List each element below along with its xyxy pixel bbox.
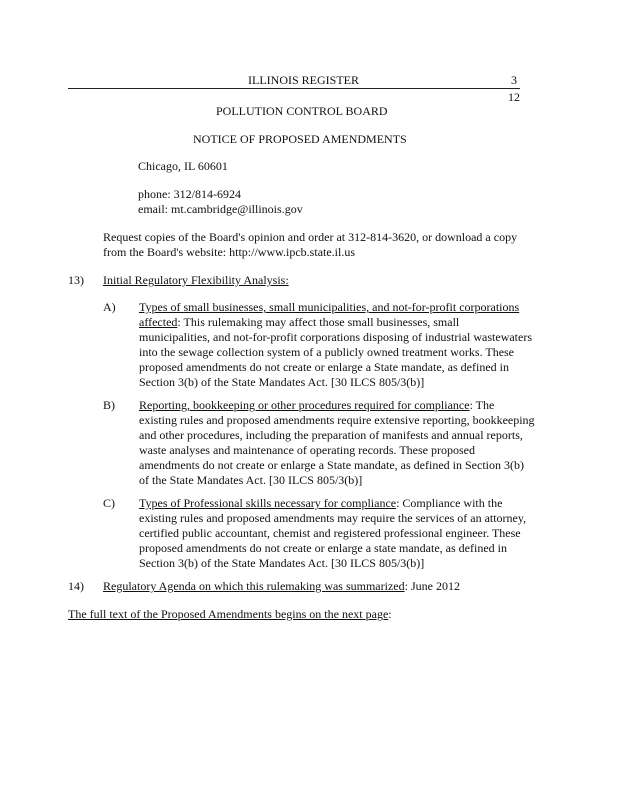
section-line <box>103 578 460 594</box>
notice-type: NOTICE OF PROPOSED AMENDMENTS <box>193 132 407 146</box>
publication-title: ILLINOIS REGISTER <box>248 73 359 87</box>
item-label: C) <box>103 496 115 510</box>
item-label: A) <box>103 300 116 314</box>
footer-note-text: The full text of the Proposed Amendments begins on the next page <box>68 607 389 621</box>
item-text-line: proposed amendments do not create or enlarge a State mandate, as defined in <box>139 360 509 374</box>
item-text-line: amendments do not create or enlarge a State mandate, as defined in Section 3(b) <box>139 458 524 472</box>
item-text-line: Section 3(b) of the State Mandates Act. [30 ILCS 805/3(b)] <box>139 556 425 570</box>
item-heading: affected <box>139 315 178 329</box>
request-copies-line: Request copies of the Board's opinion and order at 312-814-3620, or download a copy <box>103 230 518 244</box>
item-text-line: existing rules and proposed amendments require extensive reporting, bookkeeping <box>139 413 535 427</box>
item-heading: Types of Professional skills necessary for compliance <box>139 496 397 510</box>
section-title: Initial Regulatory Flexibility Analysis: <box>103 273 289 287</box>
contact-phone: phone: 312/814-6924 <box>138 187 241 201</box>
item-text: : Compliance with the <box>396 496 503 510</box>
item-text-line: into the sewage collection system of a publicly owned treatment works. These <box>139 345 515 359</box>
footer-note <box>68 606 392 622</box>
item-heading: Types of small businesses, small municipalities, and not-for-profit corporations <box>139 300 520 314</box>
item-text-line: proposed amendments do not create or enlarge a state mandate, as defined in <box>139 541 507 555</box>
footer-note-punct: : <box>388 607 392 621</box>
item-heading: Reporting, bookkeeping or other procedures required for compliance <box>139 398 470 412</box>
page-number: 3 <box>511 73 517 87</box>
item-text: : The <box>469 398 495 412</box>
section-number: 14) <box>68 579 84 593</box>
section-value: : June 2012 <box>404 579 460 593</box>
item-label: B) <box>103 398 115 412</box>
section-title: Regulatory Agenda on which this rulemaking was summarized <box>103 579 405 593</box>
item-text-line: of the State Mandates Act. [30 ILCS 805/3(b)] <box>139 473 363 487</box>
header-rule <box>68 88 520 89</box>
contact-email: email: mt.cambridge@illinois.gov <box>138 202 303 216</box>
volume-number: 12 <box>508 90 520 104</box>
item-text-line <box>139 495 502 511</box>
request-copies-line: from the Board's website: http://www.ipcb.state.il.us <box>103 245 356 259</box>
contact-address: Chicago, IL 60601 <box>138 159 228 173</box>
agency-name: POLLUTION CONTROL BOARD <box>216 104 388 118</box>
item-text-line: municipalities, and not-for-profit corporations disposing of industrial wastewaters <box>139 330 533 344</box>
item-text-line: and other procedures, including the preparation of manifests and annual reports, <box>139 428 523 442</box>
item-text-line: certified public accountant, chemist and registered professional engineer. These <box>139 526 521 540</box>
item-text-line: existing rules and proposed amendments may require the services of an attorney, <box>139 511 527 525</box>
item-text-line <box>139 397 494 413</box>
item-text-line: Section 3(b) of the State Mandates Act. [30 ILCS 805/3(b)] <box>139 375 425 389</box>
item-text-line <box>139 314 459 330</box>
item-text: : This rulemaking may affect those small businesses, small <box>177 315 460 329</box>
section-number: 13) <box>68 273 84 287</box>
item-text-line: waste analyses and maintenance of operating records. These proposed <box>139 443 475 457</box>
